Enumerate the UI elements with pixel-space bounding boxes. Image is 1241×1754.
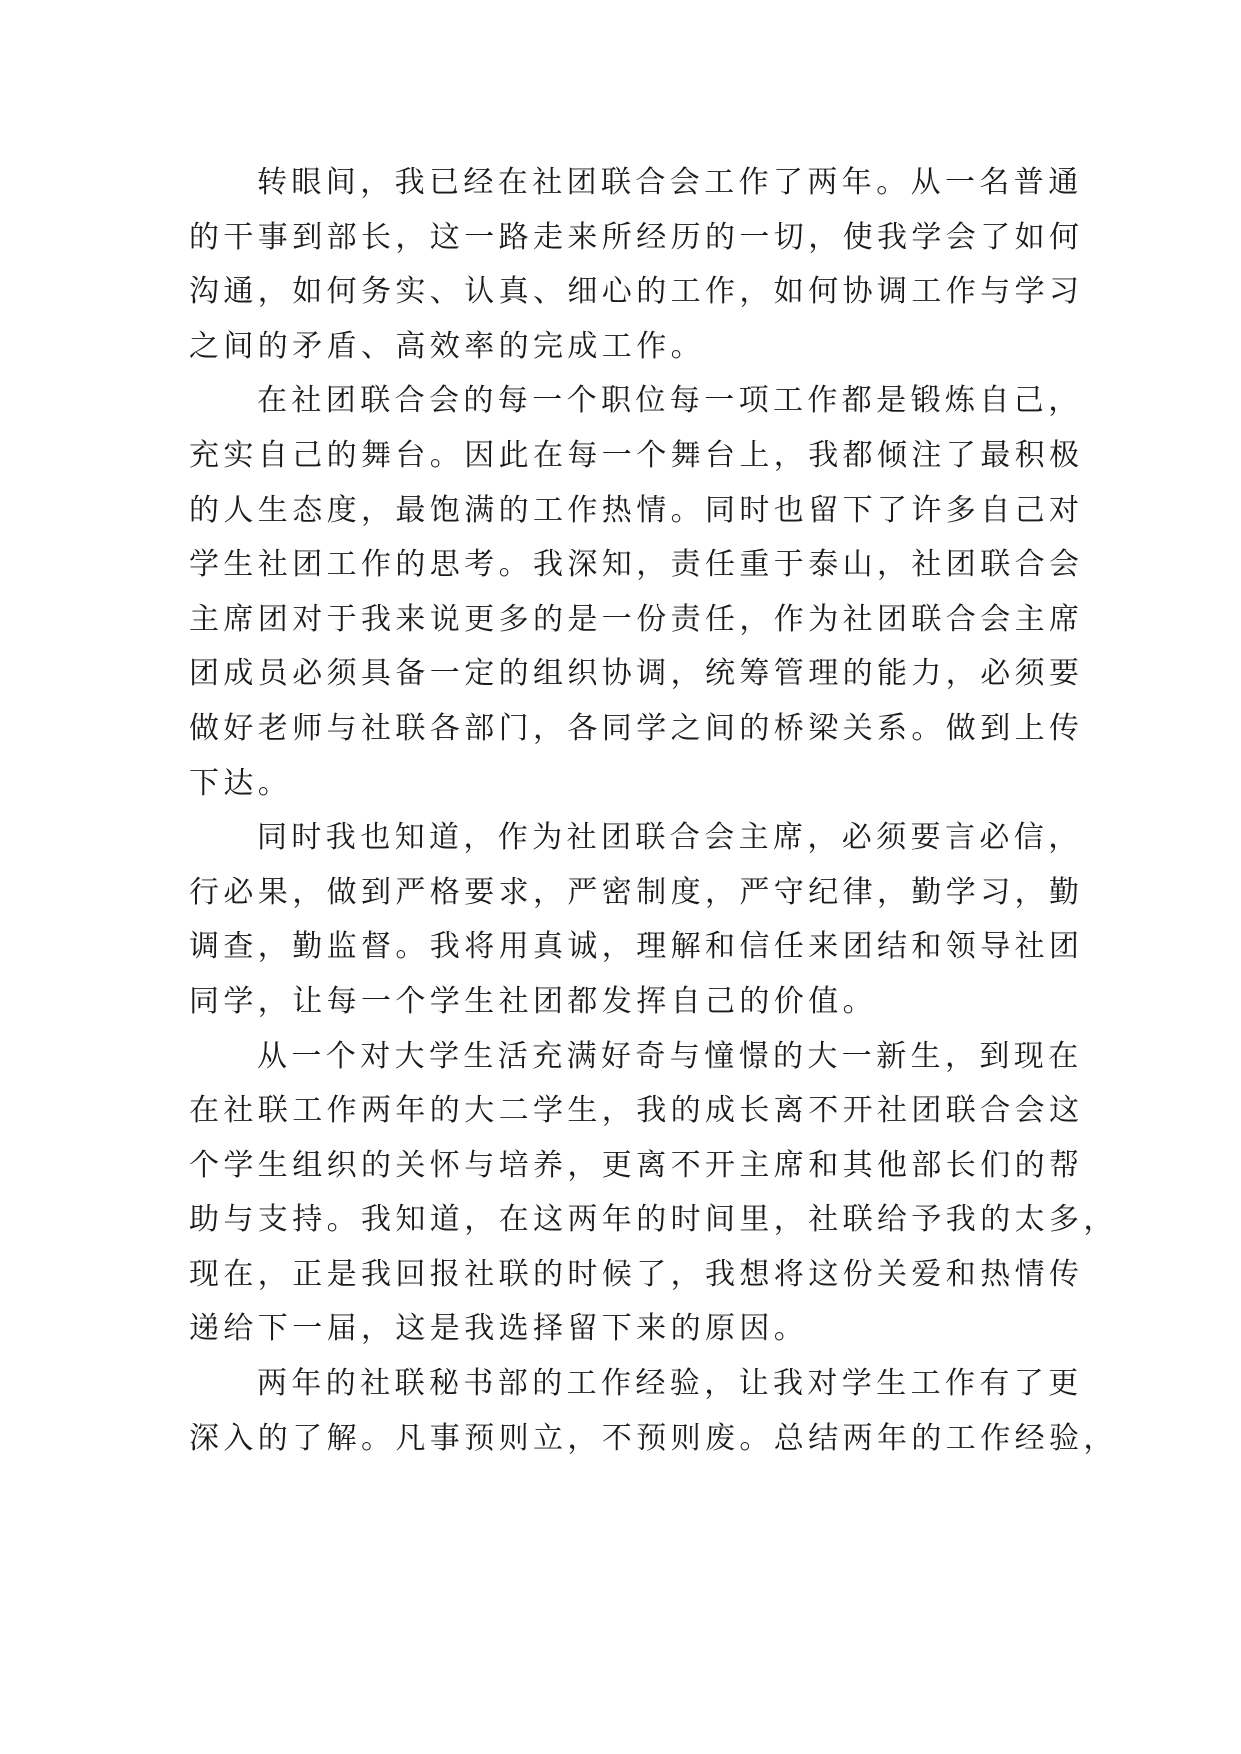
text-line: 深入的了解。凡事预则立，不预则废。总结两年的工作经验， — [189, 1420, 1118, 1456]
text-line: 团成员必须具备一定的组织协调，统筹管理的能力，必须要 — [189, 656, 1084, 692]
paragraph — [189, 811, 1084, 1029]
text-line: 同时我也知道，作为社团联合会主席，必须要言必信， — [257, 820, 1083, 856]
text-line: 从一个对大学生活充满好奇与憧憬的大一新生，到现在 — [257, 1038, 1083, 1074]
text-line: 调查，勤监督。我将用真诚，理解和信任来团结和领导社团 — [189, 929, 1084, 965]
text-line: 同学，让每一个学生社团都发挥自己的价值。 — [189, 983, 877, 1019]
text-line: 现在，正是我回报社联的时候了，我想将这份关爱和热情传 — [189, 1256, 1084, 1292]
text-line: 下达。 — [189, 765, 293, 801]
text-line: 转眼间，我已经在社团联合会工作了两年。从一名普通 — [257, 165, 1083, 200]
text-line: 在社团联合会的每一个职位每一项工作都是锻炼自己， — [257, 383, 1083, 419]
paragraph — [189, 156, 1084, 374]
text-line: 递给下一届，这是我选择留下来的原因。 — [189, 1311, 809, 1347]
text-line: 沟通，如何务实、认真、细心的工作，如何协调工作与学习 — [189, 274, 1084, 310]
text-line: 学生社团工作的思考。我深知，责任重于泰山，社团联合会 — [189, 547, 1084, 583]
text-line: 行必果，做到严格要求，严密制度，严守纪律，勤学习，勤 — [189, 874, 1084, 910]
text-line: 在社联工作两年的大二学生，我的成长离不开社团联合会这 — [189, 1093, 1084, 1129]
document-body — [189, 156, 1118, 1466]
text-line: 的人生态度，最饱满的工作热情。同时也留下了许多自己对 — [189, 492, 1084, 528]
text-line: 充实自己的舞台。因此在每一个舞台上，我都倾注了最积极 — [189, 437, 1084, 473]
text-line: 两年的社联秘书部的工作经验，让我对学生工作有了更 — [257, 1366, 1083, 1402]
text-line: 主席团对于我来说更多的是一份责任，作为社团联合会主席 — [189, 601, 1084, 637]
text-line: 做好老师与社联各部门，各同学之间的桥梁关系。做到上传 — [189, 710, 1084, 746]
paragraph — [189, 374, 1084, 811]
paragraph — [189, 1030, 1118, 1358]
text-line: 个学生组织的关怀与培养，更离不开主席和其他部长们的帮 — [189, 1147, 1084, 1183]
text-line: 的干事到部长，这一路走来所经历的一切，使我学会了如何 — [189, 219, 1084, 255]
paragraph — [189, 1357, 1118, 1466]
text-line: 之间的矛盾、高效率的完成工作。 — [189, 328, 705, 364]
text-line: 助与支持。我知道，在这两年的时间里，社联给予我的太多， — [189, 1202, 1118, 1238]
